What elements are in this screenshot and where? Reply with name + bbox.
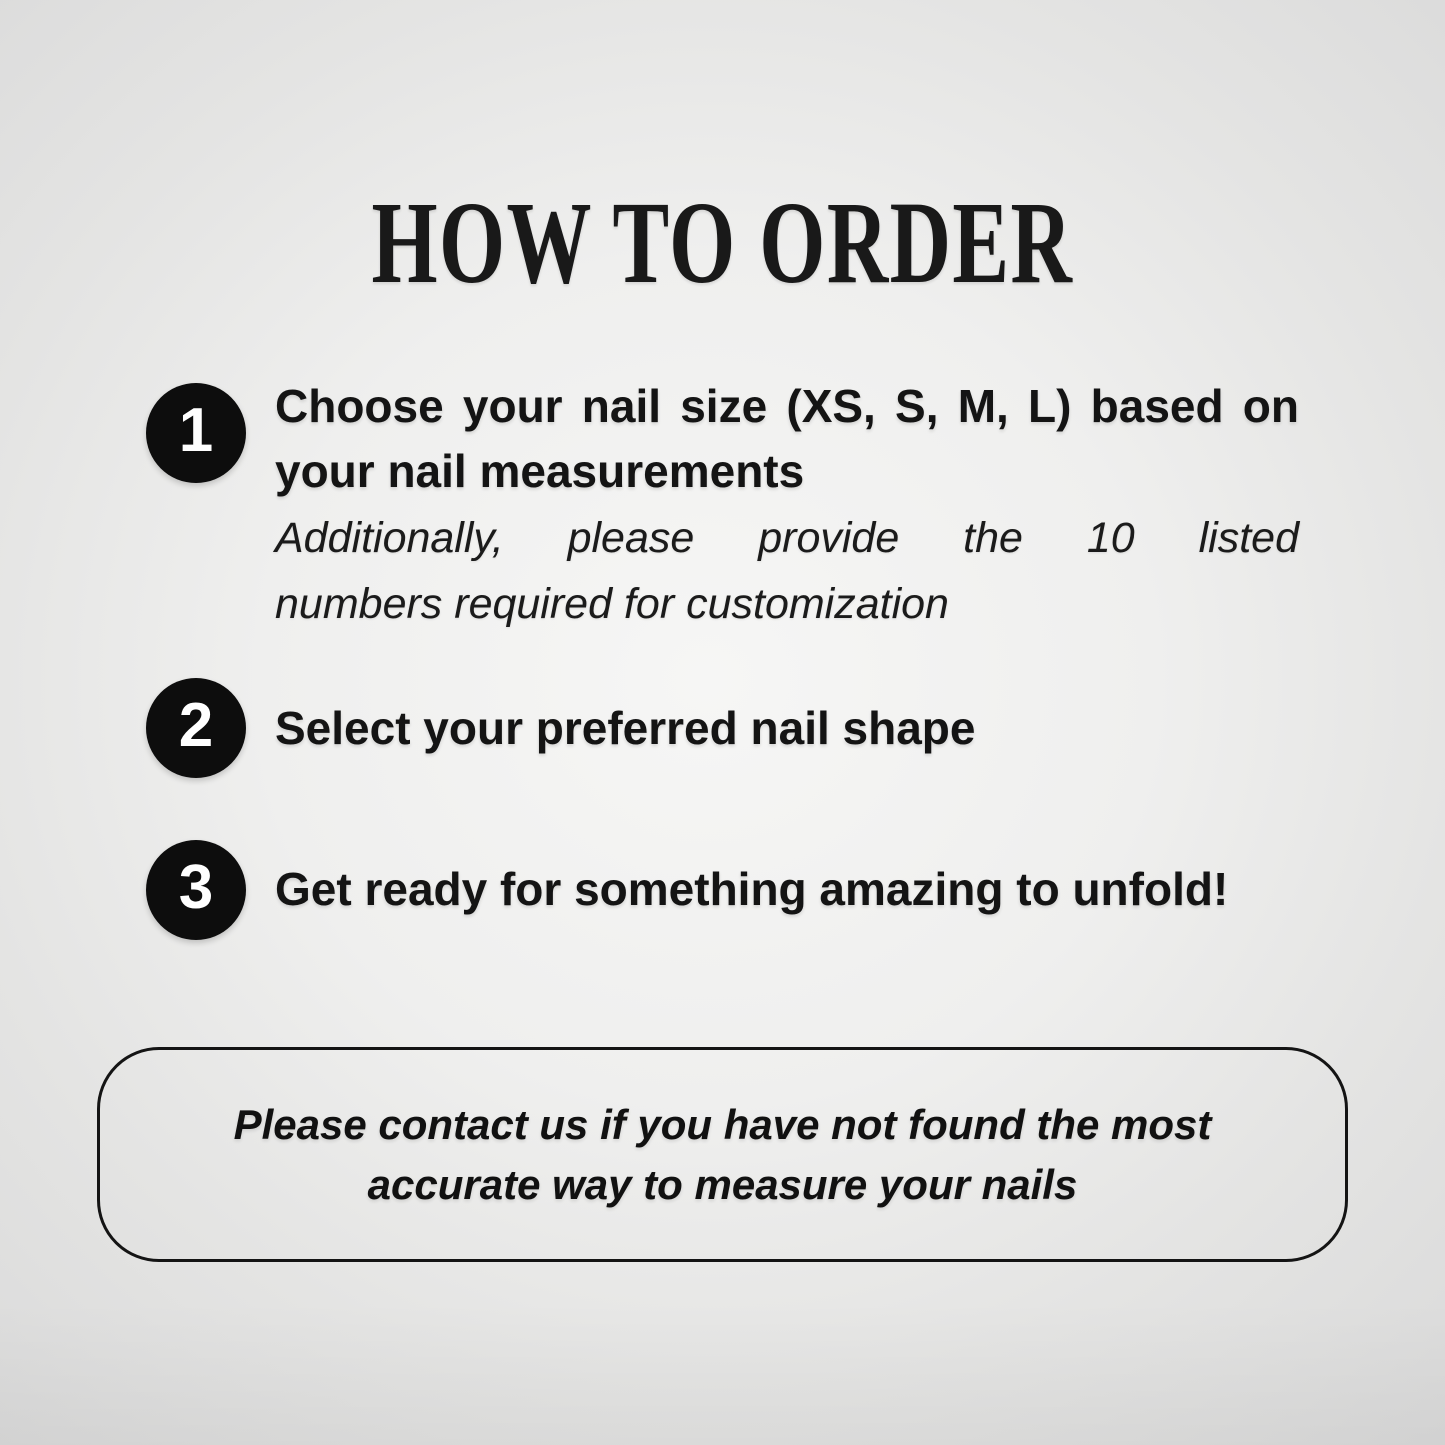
page-title-text: HOW TO ORDER xyxy=(371,177,1074,308)
step-1-text-line2: your nail measurements xyxy=(275,445,805,497)
contact-note-line1: Please contact us if you have not found the most xyxy=(233,1100,1212,1148)
step-1-text xyxy=(275,374,1299,504)
step-1-number: 1 xyxy=(178,396,214,465)
step-2-text: Select your preferred nail shape xyxy=(275,702,976,754)
step-1-note xyxy=(275,505,1299,637)
step-3-badge xyxy=(146,840,246,940)
contact-note-box xyxy=(97,1047,1348,1262)
page-title xyxy=(0,177,1445,308)
step-2-badge xyxy=(146,678,246,778)
step-3-text: Get ready for something amazing to unfold! xyxy=(275,863,1229,915)
step-2-number: 2 xyxy=(178,691,214,760)
step-3-number: 3 xyxy=(178,853,214,922)
step-1-text-line1: Choose your nail size (XS, S, M, L) based on xyxy=(275,380,1299,432)
step-1-note-line2: numbers required for customization xyxy=(275,580,949,628)
step-1-note-line1: Additionally, please provide the 10 listed xyxy=(275,514,1299,562)
contact-note-line2: accurate way to measure your nails xyxy=(367,1160,1078,1208)
step-1-badge xyxy=(146,383,246,483)
